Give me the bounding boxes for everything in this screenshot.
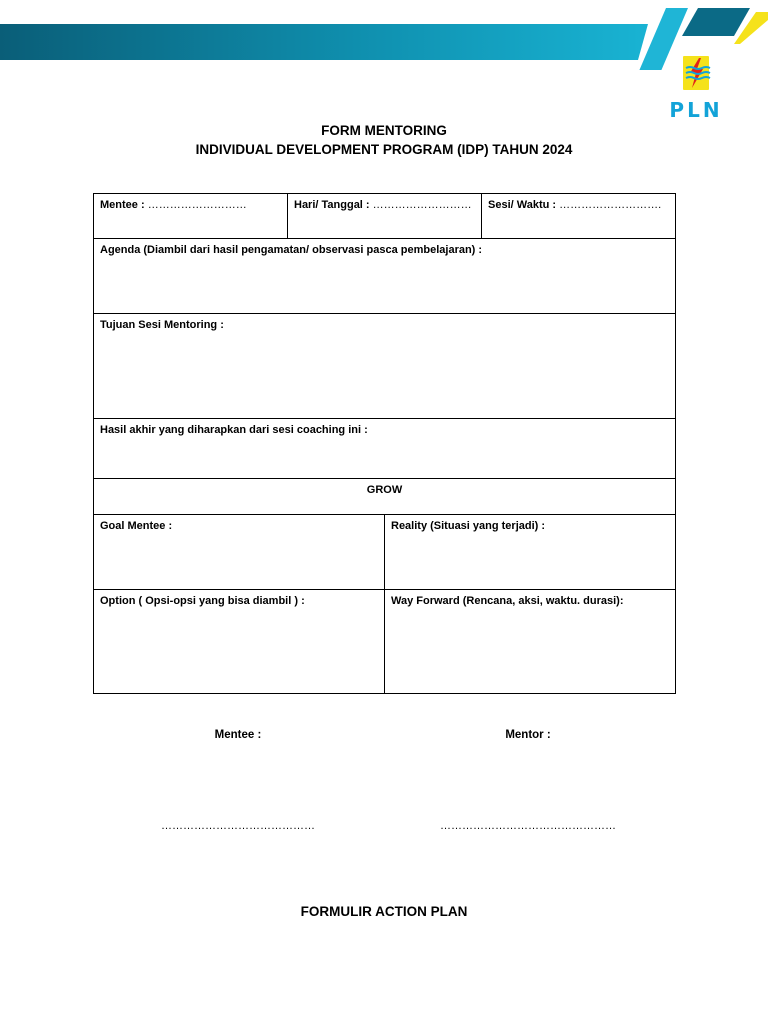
logo-text: PLN bbox=[669, 98, 723, 122]
hasil-row bbox=[94, 419, 676, 479]
hasil-label: Hasil akhir yang diharapkan dari sesi coaching ini : bbox=[100, 424, 368, 436]
option-cell[interactable] bbox=[94, 590, 385, 694]
header-banner bbox=[0, 0, 768, 70]
info-row bbox=[94, 194, 676, 239]
mentoring-form-table bbox=[93, 193, 676, 694]
mentee-signature-label: Mentee : bbox=[214, 729, 262, 741]
agenda-cell[interactable] bbox=[94, 239, 676, 314]
sesi-waktu-cell[interactable] bbox=[482, 194, 676, 239]
sesi-label: Sesi/ Waktu : bbox=[488, 199, 557, 211]
banner-bar bbox=[0, 24, 648, 60]
hari-dots: ……………………… bbox=[372, 199, 472, 211]
form-title: FORM MENTORING bbox=[321, 123, 447, 138]
option-label: Option ( Opsi-opsi yang bisa diambil ) : bbox=[100, 595, 305, 607]
grow-row bbox=[94, 479, 676, 515]
pln-logo bbox=[666, 54, 726, 126]
tujuan-row bbox=[94, 314, 676, 419]
mentee-cell[interactable] bbox=[94, 194, 288, 239]
sesi-dots: ………………………. bbox=[559, 199, 662, 211]
tujuan-cell[interactable] bbox=[94, 314, 676, 419]
goal-cell[interactable] bbox=[94, 515, 385, 590]
action-plan-title: FORMULIR ACTION PLAN bbox=[300, 904, 468, 919]
agenda-row bbox=[94, 239, 676, 314]
grow-header-cell bbox=[94, 479, 676, 515]
hari-tanggal-cell[interactable] bbox=[288, 194, 482, 239]
hari-label: Hari/ Tanggal : bbox=[294, 199, 370, 211]
goal-label: Goal Mentee : bbox=[100, 520, 173, 532]
mentee-dots: ……………………… bbox=[147, 199, 247, 211]
goal-reality-row bbox=[94, 515, 676, 590]
pln-logo-mark bbox=[666, 54, 726, 94]
form-subtitle: INDIVIDUAL DEVELOPMENT PROGRAM (IDP) TAHUN 2024 bbox=[195, 142, 573, 157]
mentor-signature-label: Mentor : bbox=[505, 729, 551, 741]
reality-cell[interactable] bbox=[385, 515, 676, 590]
banner-stripe-dark bbox=[682, 8, 750, 36]
mentor-signature-line[interactable]: ………………………………………… bbox=[440, 820, 616, 832]
grow-label: GROW bbox=[366, 484, 403, 496]
hasil-cell[interactable] bbox=[94, 419, 676, 479]
wayforward-cell[interactable] bbox=[385, 590, 676, 694]
reality-label: Reality (Situasi yang terjadi) : bbox=[391, 520, 546, 532]
wayforward-label: Way Forward (Rencana, aksi, waktu. durasi): bbox=[391, 595, 624, 607]
agenda-label: Agenda (Diambil dari hasil pengamatan/ observasi pasca pembelajaran) : bbox=[100, 244, 483, 256]
tujuan-label: Tujuan Sesi Mentoring : bbox=[100, 319, 224, 331]
option-wayforward-row bbox=[94, 590, 676, 694]
mentee-signature-line[interactable]: …………………………………… bbox=[161, 820, 315, 832]
mentee-label: Mentee : bbox=[100, 199, 145, 211]
